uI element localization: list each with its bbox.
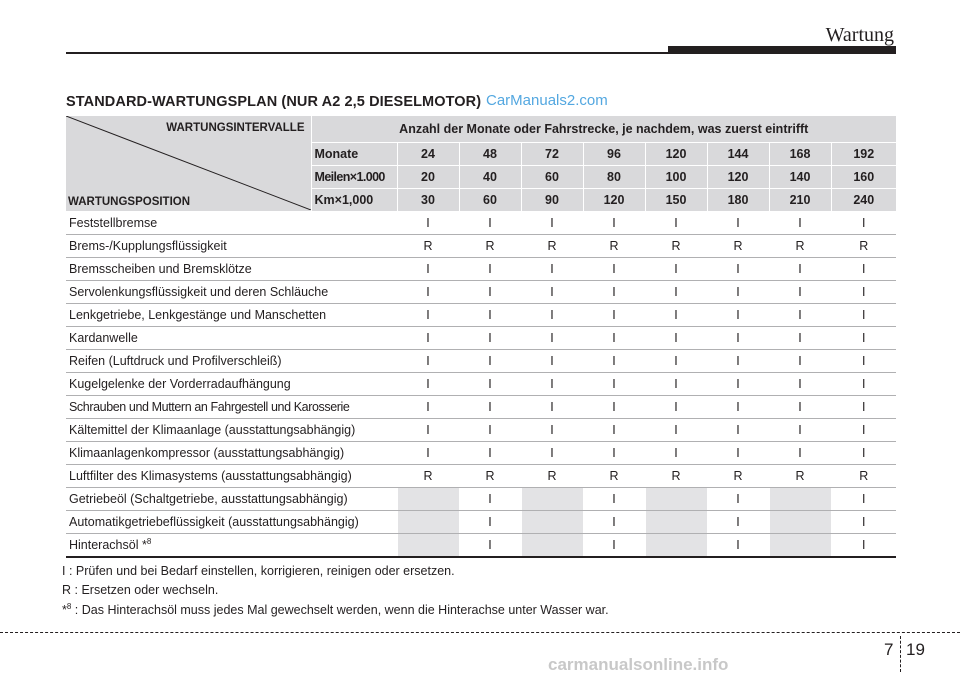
table-row [66, 464, 896, 487]
schedule-cell: I [459, 211, 521, 234]
schedule-cell: I [583, 441, 645, 464]
maintenance-item [66, 257, 397, 280]
schedule-cell: I [707, 510, 769, 533]
schedule-cell: R [645, 234, 707, 257]
maintenance-item [66, 211, 397, 234]
schedule-cell: I [707, 211, 769, 234]
table-row [66, 418, 896, 441]
schedule-cell: I [769, 326, 831, 349]
schedule-cell: I [459, 303, 521, 326]
maintenance-item [66, 441, 397, 464]
table-row [66, 280, 896, 303]
schedule-cell: I [707, 441, 769, 464]
schedule-cell: I [521, 211, 583, 234]
schedule-cell: I [769, 303, 831, 326]
schedule-cell: I [459, 395, 521, 418]
schedule-cell: I [645, 280, 707, 303]
schedule-cell: I [831, 395, 896, 418]
schedule-cell: I [397, 257, 459, 280]
maintenance-item-label: Schrauben und Muttern an Fahrgestell und Karosserie [69, 399, 350, 414]
schedule-cell: I [769, 280, 831, 303]
maintenance-item [66, 418, 397, 441]
schedule-cell [645, 510, 707, 533]
maintenance-item [66, 487, 397, 510]
schedule-cell: I [645, 257, 707, 280]
schedule-cell: I [397, 349, 459, 372]
schedule-cell: I [707, 395, 769, 418]
schedule-cell: I [645, 211, 707, 234]
schedule-cell: I [459, 257, 521, 280]
maintenance-item-label: Bremsscheiben und Bremsklötze [69, 261, 252, 276]
schedule-cell: R [583, 234, 645, 257]
watermark-bottom[interactable]: carmanualsonline.info [548, 655, 729, 674]
schedule-cell: I [831, 372, 896, 395]
schedule-cell [521, 487, 583, 510]
interval-unit-label: Monate [311, 142, 397, 165]
interval-value: 240 [831, 188, 896, 211]
watermark-top[interactable]: CarManuals2.com [486, 92, 608, 109]
schedule-cell: I [769, 211, 831, 234]
schedule-cell: I [645, 349, 707, 372]
schedule-cell: I [583, 372, 645, 395]
interval-unit-label: Km×1,000 [311, 188, 397, 211]
table-row [66, 349, 896, 372]
schedule-cell [645, 487, 707, 510]
page-number-separator [900, 636, 902, 672]
schedule-cell: I [521, 257, 583, 280]
schedule-cell: I [459, 349, 521, 372]
schedule-cell: R [769, 464, 831, 487]
schedule-cell: I [397, 303, 459, 326]
schedule-cell: I [831, 418, 896, 441]
schedule-cell: I [521, 418, 583, 441]
interval-value: 72 [521, 142, 583, 165]
interval-value: 90 [521, 188, 583, 211]
maintenance-item [66, 349, 397, 372]
maintenance-item [66, 372, 397, 395]
schedule-cell: I [459, 533, 521, 557]
schedule-cell: I [769, 395, 831, 418]
maintenance-item-label: Lenkgetriebe, Lenkgestänge und Manschetten [69, 307, 327, 322]
schedule-cell: I [583, 487, 645, 510]
maintenance-item [66, 326, 397, 349]
schedule-cell: I [583, 326, 645, 349]
legend-item [62, 564, 455, 578]
schedule-cell: I [521, 395, 583, 418]
schedule-cell: I [459, 441, 521, 464]
interval-value: 120 [707, 165, 769, 188]
maintenance-item [66, 234, 397, 257]
maintenance-item [66, 533, 397, 557]
interval-value: 120 [583, 188, 645, 211]
corner-bottom-label: WARTUNGSPOSITION [68, 195, 191, 208]
schedule-cell: I [645, 372, 707, 395]
schedule-cell: I [769, 441, 831, 464]
table-row [66, 257, 896, 280]
schedule-cell: I [645, 418, 707, 441]
maintenance-item-label: Luftfilter des Klimasystems (ausstattungsabhängig) [69, 468, 352, 483]
schedule-cell: R [459, 234, 521, 257]
footer-divider [0, 632, 960, 633]
page-number: 19 [906, 640, 925, 659]
schedule-cell: I [459, 372, 521, 395]
schedule-cell: I [583, 395, 645, 418]
legend-text: : Prüfen und bei Bedarf einstellen, korrigieren, reinigen oder ersetzen. [65, 564, 455, 578]
maintenance-item-label: Klimaanlagenkompressor (ausstattungsabhängig) [69, 445, 345, 460]
schedule-cell: I [707, 326, 769, 349]
schedule-cell: I [769, 372, 831, 395]
schedule-cell: I [707, 372, 769, 395]
interval-value: 60 [459, 188, 521, 211]
maintenance-table [66, 116, 896, 558]
maintenance-item-label: Hinterachsöl * [69, 538, 147, 553]
maintenance-item-label: Servolenkungsflüssigkeit und deren Schläuche [69, 284, 329, 299]
schedule-cell: I [831, 303, 896, 326]
legend-item [62, 583, 218, 597]
schedule-cell: I [831, 349, 896, 372]
schedule-cell: I [831, 441, 896, 464]
schedule-cell: R [583, 464, 645, 487]
maintenance-item-label: Kältemittel der Klimaanlage (ausstattungsabhängig) [69, 422, 356, 437]
maintenance-item-label: Automatikgetriebeflüssigkeit (ausstattungsabhängig) [69, 514, 359, 529]
schedule-cell: I [521, 372, 583, 395]
interval-value: 30 [397, 188, 459, 211]
interval-value: 168 [769, 142, 831, 165]
schedule-cell: I [645, 441, 707, 464]
corner-header [66, 116, 311, 211]
schedule-cell: I [459, 280, 521, 303]
legend-text: : Das Hinterachsöl muss jedes Mal gewechselt werden, wenn die Hinterachse unter Wasser war. [71, 603, 609, 618]
schedule-cell: R [397, 234, 459, 257]
schedule-cell [397, 533, 459, 557]
schedule-cell: I [521, 441, 583, 464]
corner-top-label: WARTUNGSINTERVALLE [166, 122, 305, 134]
schedule-cell: I [707, 418, 769, 441]
schedule-cell: I [583, 303, 645, 326]
schedule-cell: R [707, 234, 769, 257]
interval-value: 80 [583, 165, 645, 188]
legend-key: R [62, 583, 72, 597]
interval-value: 48 [459, 142, 521, 165]
maintenance-item-label: Kugelgelenke der Vorderradaufhängung [69, 376, 291, 391]
schedule-cell: R [521, 234, 583, 257]
schedule-cell: I [397, 211, 459, 234]
schedule-cell: I [769, 418, 831, 441]
legend-key: I [62, 564, 66, 578]
schedule-cell: R [707, 464, 769, 487]
schedule-cell: I [397, 280, 459, 303]
table-row [66, 303, 896, 326]
schedule-cell: I [459, 418, 521, 441]
interval-value: 210 [769, 188, 831, 211]
schedule-cell: I [583, 211, 645, 234]
maintenance-item-label: Kardanwelle [69, 330, 138, 345]
chapter-number: 7 [884, 640, 894, 659]
table-row [66, 441, 896, 464]
schedule-cell: I [707, 303, 769, 326]
interval-value: 120 [645, 142, 707, 165]
schedule-cell: I [645, 303, 707, 326]
legend-key-sup: 8 [66, 602, 72, 611]
maintenance-item [66, 510, 397, 533]
schedule-cell: I [707, 257, 769, 280]
schedule-cell [521, 533, 583, 557]
schedule-cell: I [831, 533, 896, 557]
schedule-cell [769, 510, 831, 533]
schedule-cell: I [831, 280, 896, 303]
interval-value: 160 [831, 165, 896, 188]
schedule-cell: I [397, 395, 459, 418]
maintenance-item [66, 303, 397, 326]
interval-value: 60 [521, 165, 583, 188]
footnote-marker: 8 [146, 536, 152, 546]
interval-unit-label: Meilen×1.000 [311, 165, 397, 188]
legend-key: * [62, 603, 67, 618]
interval-value: 192 [831, 142, 896, 165]
table-row [66, 487, 896, 510]
schedule-cell: R [831, 234, 896, 257]
schedule-cell: I [583, 349, 645, 372]
interval-value: 24 [397, 142, 459, 165]
table-row [66, 234, 896, 257]
schedule-cell: I [521, 280, 583, 303]
interval-value: 40 [459, 165, 521, 188]
schedule-cell: I [583, 510, 645, 533]
interval-value: 140 [769, 165, 831, 188]
schedule-cell: I [831, 326, 896, 349]
schedule-cell: I [521, 349, 583, 372]
interval-value: 100 [645, 165, 707, 188]
schedule-cell: I [583, 418, 645, 441]
schedule-cell: I [707, 349, 769, 372]
schedule-cell: I [831, 510, 896, 533]
schedule-cell: R [831, 464, 896, 487]
schedule-cell: I [645, 395, 707, 418]
chapter-title: Wartung [825, 24, 894, 46]
schedule-cell [397, 510, 459, 533]
interval-value: 96 [583, 142, 645, 165]
schedule-cell [769, 487, 831, 510]
schedule-cell: I [831, 487, 896, 510]
table-row [66, 533, 896, 557]
schedule-cell: I [521, 326, 583, 349]
schedule-cell: R [521, 464, 583, 487]
schedule-cell: R [769, 234, 831, 257]
schedule-cell: I [397, 326, 459, 349]
schedule-cell: I [645, 326, 707, 349]
schedule-cell: I [583, 257, 645, 280]
legend-text: : Ersetzen oder wechseln. [71, 583, 219, 597]
maintenance-item [66, 395, 397, 418]
schedule-cell: I [397, 441, 459, 464]
maintenance-item-label: Brems-/Kupplungsflüssigkeit [69, 238, 227, 253]
schedule-cell: R [459, 464, 521, 487]
interval-value: 180 [707, 188, 769, 211]
schedule-cell: I [459, 487, 521, 510]
table-row [66, 395, 896, 418]
schedule-cell [521, 510, 583, 533]
schedule-cell: I [707, 487, 769, 510]
schedule-cell: I [769, 257, 831, 280]
maintenance-item-label: Feststellbremse [69, 215, 158, 230]
interval-value: 144 [707, 142, 769, 165]
schedule-cell [645, 533, 707, 557]
section-title: STANDARD-WARTUNGSPLAN (NUR A2 2,5 DIESELMOTOR) [66, 94, 482, 110]
schedule-cell: I [707, 280, 769, 303]
span-header: Anzahl der Monate oder Fahrstrecke, je nachdem, was zuerst eintrifft [311, 116, 896, 142]
schedule-cell: I [769, 349, 831, 372]
interval-value: 150 [645, 188, 707, 211]
schedule-cell: I [583, 533, 645, 557]
maintenance-item [66, 464, 397, 487]
table-row [66, 211, 896, 234]
header-rule [66, 52, 896, 54]
interval-value: 20 [397, 165, 459, 188]
maintenance-item-label: Getriebeöl (Schaltgetriebe, ausstattungsabhängig) [69, 491, 348, 506]
schedule-cell: R [397, 464, 459, 487]
table-row [66, 326, 896, 349]
schedule-cell: I [459, 326, 521, 349]
schedule-cell [397, 487, 459, 510]
schedule-cell: I [831, 257, 896, 280]
schedule-cell: I [459, 510, 521, 533]
schedule-cell: R [645, 464, 707, 487]
table-row [66, 510, 896, 533]
schedule-cell: I [397, 372, 459, 395]
schedule-cell: I [831, 211, 896, 234]
schedule-cell: I [707, 533, 769, 557]
legend-item [62, 602, 609, 617]
table-row [66, 372, 896, 395]
schedule-cell: I [397, 418, 459, 441]
maintenance-item [66, 280, 397, 303]
schedule-cell [769, 533, 831, 557]
schedule-cell: I [521, 303, 583, 326]
schedule-cell: I [583, 280, 645, 303]
maintenance-item-label: Reifen (Luftdruck und Profilverschleiß) [69, 353, 282, 368]
